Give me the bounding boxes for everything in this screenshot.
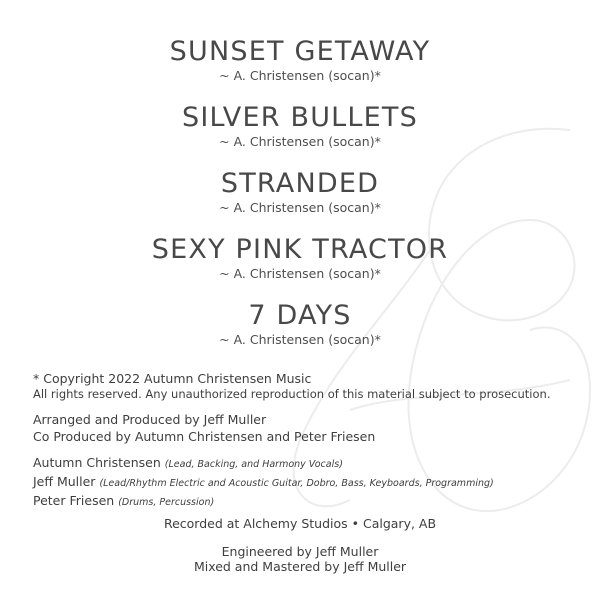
mixed-credit: Mixed and Mastered by Jeff Muller (193, 559, 407, 574)
personnel-row (33, 492, 593, 511)
personnel-name: Autumn Christensen (33, 455, 161, 470)
liner-notes (33, 370, 593, 511)
studio-credit: Recorded at Alchemy Studios • Calgary, AB (163, 516, 437, 531)
rights-notice: All rights reserved. Any unauthorized reproduction of this material subject to prosecution. (33, 387, 551, 401)
track-4 (0, 234, 600, 300)
track-1 (0, 36, 600, 102)
track-title: 7 DAYS (248, 300, 352, 331)
track-title: SEXY PINK TRACTOR (151, 234, 449, 265)
track-credit: ~ A. Christensen (socan)* (219, 134, 381, 149)
personnel-role: (Lead/Rhythm Electric and Acoustic Guitar, Dobro, Bass, Keyboards, Programming) (99, 478, 494, 489)
track-5 (0, 300, 600, 366)
personnel-name: Jeff Muller (33, 474, 96, 489)
track-title: SUNSET GETAWAY (169, 36, 431, 67)
arranged-credit: Arranged and Produced by Jeff Muller (33, 412, 267, 427)
coproduced-credit: Co Produced by Autumn Christensen and Peter Friesen (33, 429, 376, 444)
track-credit: ~ A. Christensen (socan)* (219, 200, 381, 215)
personnel-role: (Lead, Backing, and Harmony Vocals) (164, 459, 343, 470)
copyright-line: * Copyright 2022 Autumn Christensen Music (33, 371, 312, 386)
track-3 (0, 168, 600, 234)
personnel-row (33, 454, 593, 473)
track-2 (0, 102, 600, 168)
personnel-name: Peter Friesen (33, 493, 115, 508)
engineering-credits (0, 544, 600, 574)
track-credit: ~ A. Christensen (socan)* (219, 332, 381, 347)
personnel-row (33, 473, 593, 492)
engineered-credit: Engineered by Jeff Muller (221, 544, 379, 559)
track-title: SILVER BULLETS (182, 102, 418, 133)
track-title: STRANDED (220, 168, 380, 199)
track-credit: ~ A. Christensen (socan)* (219, 68, 381, 83)
personnel-role: (Drums, Percussion) (118, 497, 215, 508)
track-credit: ~ A. Christensen (socan)* (219, 266, 381, 281)
track-list (0, 36, 600, 366)
